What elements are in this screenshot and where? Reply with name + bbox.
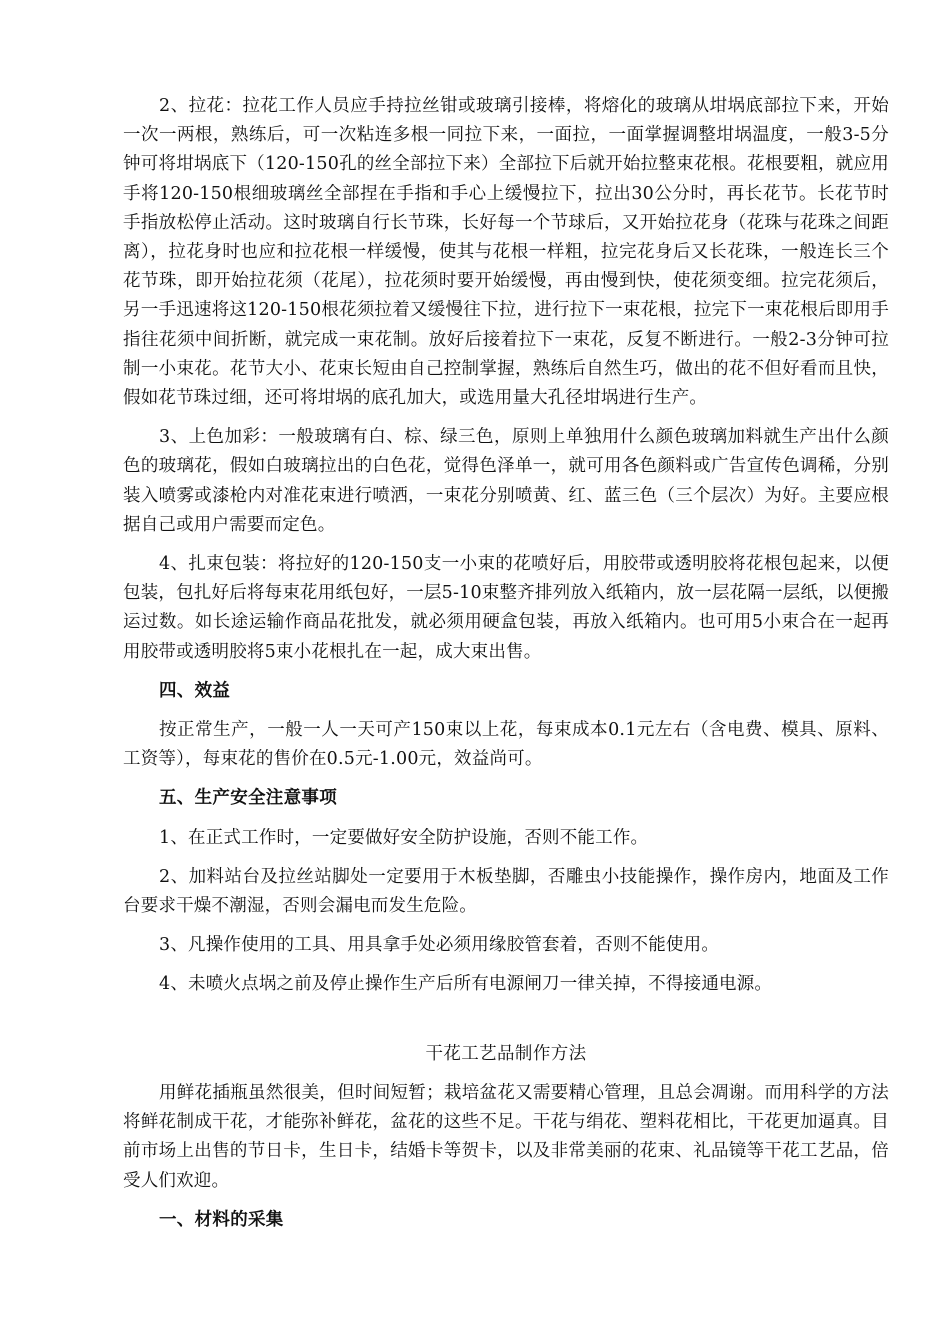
paragraph-dried-intro: 用鲜花插瓶虽然很美，但时间短暂；栽培盆花又需要精心管理，且总会凋谢。而用科学的方法将鲜花制成干花，才能弥补鲜花，盆花的这些不足。干花与绢花、塑料花相比，干花更加逼真。目前市场上出售的节日卡，生日卡，结婚卡等贺卡，以及非常美丽的花束、礼品镜等干花工艺品，倍受人们欢迎。 xyxy=(123,1082,889,1191)
safety-item-3: 3、凡操作使用的工具、用具拿手处必须用缘胶管套着，否则不能使用。 xyxy=(159,935,720,956)
paragraph-coloring: 3、上色加彩：一般玻璃有白、棕、绿三色，原则上单独用什么颜色玻璃加料就生产出什么颜色的玻璃花，假如白玻璃拉出的白色花，觉得色泽单一，就可用各色颜料或广告宣传色调稀，分别装入喷雾或漆枪内对准花束进行喷洒，一束花分别喷黄、红、蓝三色（三个层次）为好。主要应根据自己或用户需要而定色。 xyxy=(123,427,889,535)
document-page xyxy=(123,92,889,1245)
paragraph-packing: 4、扎束包装：将拉好的120-150支一小束的花喷好后，用胶带或透明胶将花根包起来，以便包装，包扎好后将每束花用纸包好，一层5-10束整齐排列放入纸箱内，放一层花隔一层纸，以便搬运过数。如长途运输作商品花批发，就必须用硬盒包装，再放入纸箱内。也可用5小束合在一起再用胶带或透明胶将5束小花根扎在一起，成大束出售。 xyxy=(123,554,889,662)
paragraph-drawing: 2、拉花：拉花工作人员应手持拉丝钳或玻璃引接棒，将熔化的玻璃从坩埚底部拉下来，开始一次一两根，熟练后，可一次粘连多根一同拉下来，一面拉，一面掌握调整坩埚温度，一般3-5分钟可将坩埚底下（120-150孔的丝全部拉下来）全部拉下后就开始拉整束花根。花根要粗，就应用手将120-150根细玻璃丝全部捏在手指和手心上缓慢拉下，拉出30公分时，再长花节。长花节时手指放松停止活动。这时玻璃自行长节珠，长好每一个节球后，又开始拉花身（花珠与花珠之间距离），拉花身时也应和拉花根一样缓慢，使其与花根一样粗，拉完花身后又长花珠，一般连长三个花节珠，即开始拉花须（花尾），拉花须时要开始缓慢，再由慢到快，使花须变细。拉完花须后，另一手迅速将这120-150根花须拉着又缓慢往下拉，进行拉下一束花根，拉完下一束花根后即用手指往花须中间折断，就完成一束花制。放好后接着拉下一束花，反复不断进行。一般2-3分钟可拉制一小束花。花节大小、花束长短由自己控制掌握，熟练后自然生巧，做出的花不但好看而且快，假如花节珠过细，还可将坩埚的底孔加大，或选用量大孔径坩埚进行生产。 xyxy=(123,96,889,409)
section-spacer xyxy=(123,1010,889,1040)
paragraph-benefit: 按正常生产，一般一人一天可产150束以上花，每束成本0.1元左右（含电费、模具、原料、工资等），每束花的售价在0.5元-1.00元，效益尚可。 xyxy=(123,720,889,770)
safety-item-4: 4、未喷火点埚之前及停止操作生产后所有电源闸刀一律关掉，不得接通电源。 xyxy=(159,974,773,995)
heading-safety: 五、生产安全注意事项 xyxy=(159,788,337,809)
safety-item-1: 1、在正式工作时，一定要做好安全防护设施，否则不能工作。 xyxy=(159,827,649,848)
heading-benefit: 四、效益 xyxy=(159,680,231,701)
section-title-dried-flowers: 干花工艺品制作方法 xyxy=(425,1043,587,1064)
heading-materials: 一、材料的采集 xyxy=(159,1209,284,1230)
safety-item-2: 2、加料站台及拉丝站脚处一定要用于木板垫脚，否雕虫小技能操作，操作房内，地面及工作台要求干燥不潮湿，否则会漏电而发生危险。 xyxy=(123,866,889,917)
